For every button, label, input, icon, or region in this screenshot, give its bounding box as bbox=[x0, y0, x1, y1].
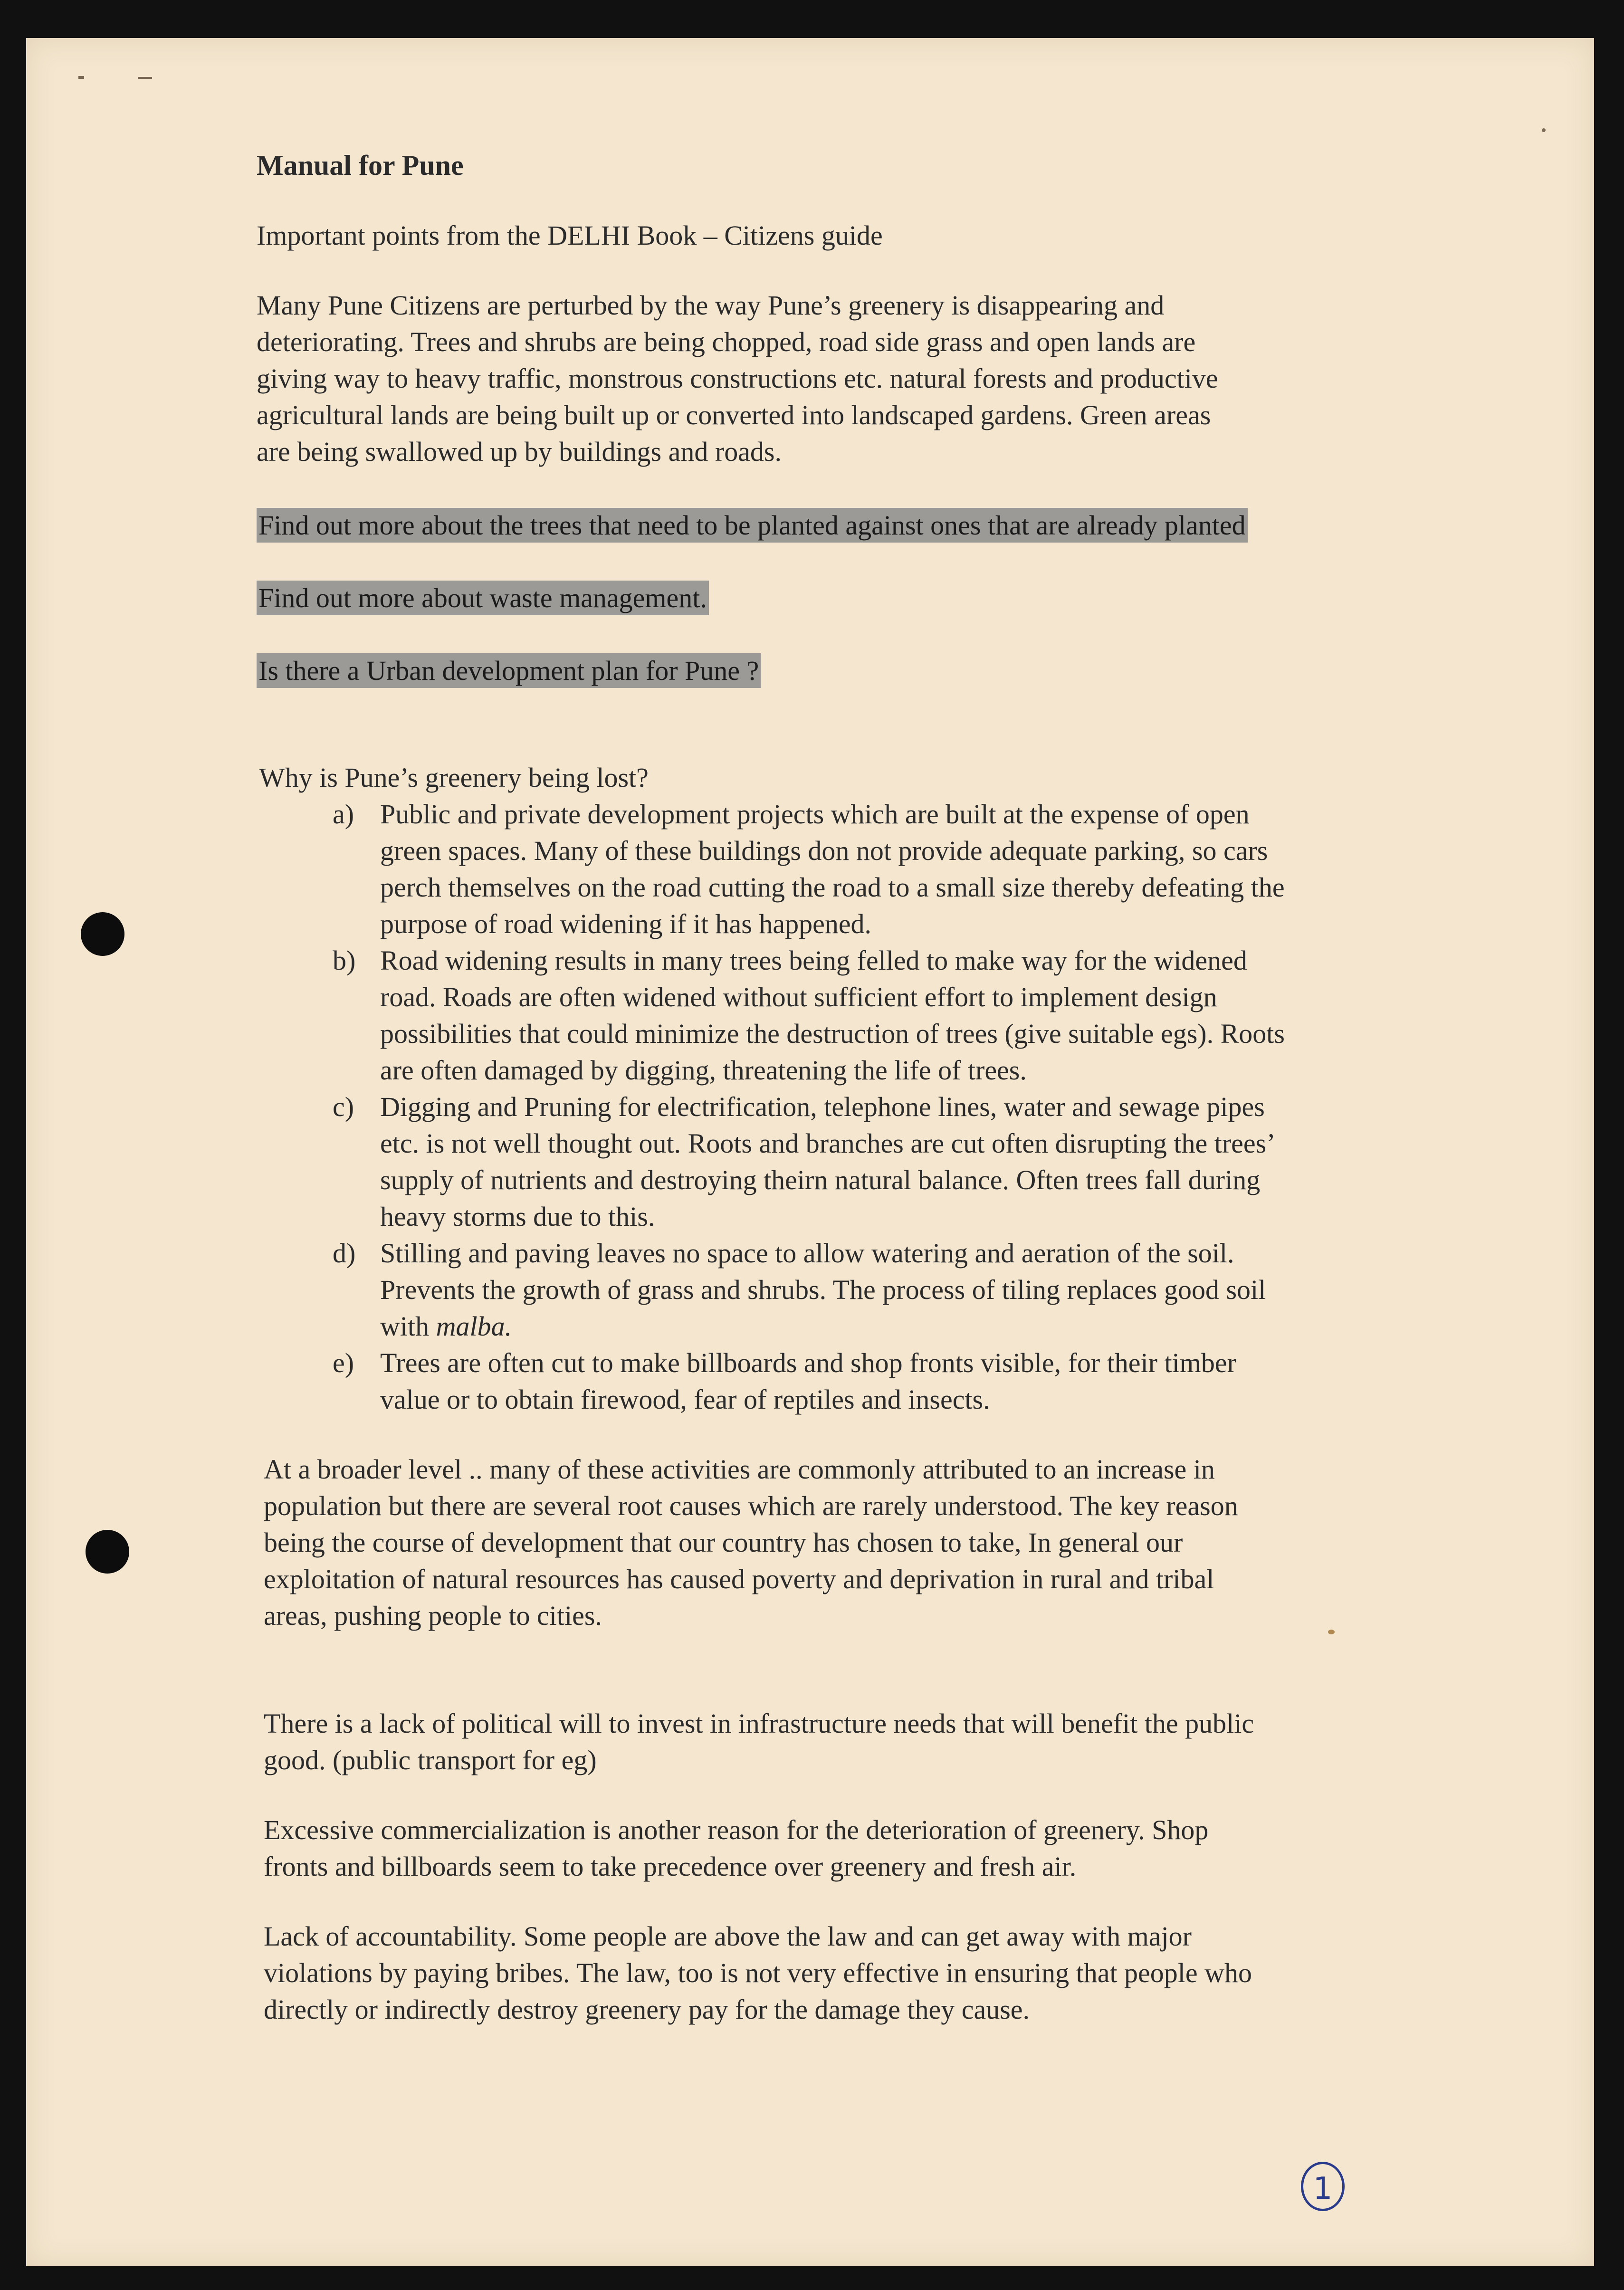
list-item-label: b) bbox=[333, 945, 356, 976]
highlight-line bbox=[257, 507, 1444, 544]
accountability-paragraph bbox=[257, 1918, 1444, 2028]
list-item-label: e) bbox=[333, 1347, 354, 1378]
handwritten-page-number: 1 bbox=[1301, 2162, 1345, 2211]
intro-line: agricultural lands are being built up or converted into landscaped gardens. Green areas bbox=[257, 400, 1211, 430]
why-heading: Why is Pune’s greenery being lost? bbox=[259, 762, 649, 793]
paragraph-line: directly or indirectly destroy greenery pay for the damage they cause. bbox=[264, 1994, 1030, 2025]
commercial-paragraph bbox=[257, 1812, 1444, 1885]
paragraph-line: areas, pushing people to cities. bbox=[264, 1600, 602, 1631]
highlight-line bbox=[257, 580, 1444, 616]
paragraph-line: exploitation of natural resources has caused poverty and deprivation in rural and tribal bbox=[264, 1564, 1214, 1594]
list-item-label: d) bbox=[333, 1238, 356, 1269]
paragraph-line: being the course of development that our country has chosen to take, In general our bbox=[264, 1527, 1183, 1558]
list-item bbox=[333, 942, 1444, 1088]
list-item-line: purpose of road widening if it has happened. bbox=[380, 908, 872, 939]
list-item-line: Trees are often cut to make billboards and shop fronts visible, for their timber bbox=[380, 1347, 1236, 1378]
reasons-list bbox=[257, 796, 1444, 1418]
intro-line: deteriorating. Trees and shrubs are being chopped, road side grass and open lands are bbox=[257, 326, 1196, 357]
intro-line: are being swallowed up by buildings and roads. bbox=[257, 436, 782, 467]
paragraph-line: good. (public transport for eg) bbox=[264, 1745, 597, 1775]
paper-speck bbox=[138, 77, 152, 79]
list-item-line: heavy storms due to this. bbox=[380, 1201, 655, 1232]
list-item-line: road. Roads are often widened without sufficient effort to implement design bbox=[380, 982, 1217, 1012]
list-item-line: perch themselves on the road cutting the road to a small size thereby defeating the bbox=[380, 872, 1285, 903]
intro-line: Many Pune Citizens are perturbed by the way Pune’s greenery is disappearing and bbox=[257, 290, 1165, 321]
punch-hole bbox=[81, 912, 124, 956]
list-item bbox=[333, 1345, 1444, 1418]
list-item-line: Stilling and paving leaves no space to allow watering and aeration of the soil. bbox=[380, 1238, 1234, 1269]
paragraph-line: Excessive commercialization is another reason for the deterioration of greenery. Shop bbox=[264, 1814, 1209, 1845]
paper-speck bbox=[78, 76, 84, 79]
list-item-line-prefix: with bbox=[380, 1311, 436, 1342]
list-item-line: Road widening results in many trees being felled to make way for the widened bbox=[380, 945, 1247, 976]
paragraph-line: There is a lack of political will to invest in infrastructure needs that will benefit the public bbox=[264, 1708, 1254, 1739]
list-item-line: Digging and Pruning for electrification, telephone lines, water and sewage pipes bbox=[380, 1091, 1265, 1122]
paper-speck bbox=[1542, 128, 1546, 132]
list-item-line: etc. is not well thought out. Roots and branches are cut often disrupting the trees’ bbox=[380, 1128, 1276, 1159]
italic-term: malba. bbox=[436, 1311, 512, 1342]
highlighted-note-urban-plan: Is there a Urban development plan for Pune ? bbox=[257, 653, 761, 688]
highlighted-note-trees: Find out more about the trees that need to be planted against ones that are already planted bbox=[257, 508, 1248, 543]
intro-line: giving way to heavy traffic, monstrous constructions etc. natural forests and productive bbox=[257, 363, 1218, 394]
list-item bbox=[333, 1235, 1444, 1345]
list-item bbox=[333, 796, 1444, 942]
list-item-line: possibilities that could minimize the destruction of trees (give suitable egs). Roots bbox=[380, 1018, 1285, 1049]
list-item-line: supply of nutrients and destroying theirn natural balance. Often trees fall during bbox=[380, 1164, 1261, 1195]
paragraph-line: fronts and billboards seem to take precedence over greenery and fresh air. bbox=[264, 1851, 1077, 1882]
paragraph-line: violations by paying bribes. The law, too is not very effective in ensuring that people who bbox=[264, 1957, 1252, 1988]
punch-hole bbox=[86, 1530, 129, 1574]
document-subtitle: Important points from the DELHI Book – Citizens guide bbox=[257, 220, 883, 251]
highlighted-note-waste: Find out more about waste management. bbox=[257, 581, 709, 615]
document-body bbox=[257, 109, 1444, 2028]
document-title: Manual for Pune bbox=[257, 150, 464, 181]
list-item-line: green spaces. Many of these buildings don not provide adequate parking, so cars bbox=[380, 835, 1268, 866]
list-item bbox=[333, 1088, 1444, 1235]
list-item-line: are often damaged by digging, threatening the life of trees. bbox=[380, 1055, 1027, 1086]
list-item-line: Public and private development projects which are built at the expense of open bbox=[380, 799, 1250, 830]
paper-sheet bbox=[26, 38, 1594, 2266]
list-item-line: Prevents the growth of grass and shrubs. The process of tiling replaces good soil bbox=[380, 1274, 1266, 1305]
political-paragraph bbox=[257, 1705, 1444, 1778]
list-item-line: value or to obtain firewood, fear of reptiles and insects. bbox=[380, 1384, 990, 1415]
list-item-line bbox=[380, 1308, 1444, 1345]
paragraph-line: population but there are several root causes which are rarely understood. The key reason bbox=[264, 1490, 1238, 1521]
list-item-label: a) bbox=[333, 799, 354, 830]
broader-paragraph bbox=[257, 1451, 1444, 1634]
paragraph-line: At a broader level .. many of these activities are commonly attributed to an increase in bbox=[264, 1454, 1215, 1485]
paragraph-line: Lack of accountability. Some people are above the law and can get away with major bbox=[264, 1921, 1192, 1952]
list-item-label: c) bbox=[333, 1091, 354, 1122]
highlight-line bbox=[257, 652, 1444, 689]
intro-paragraph bbox=[257, 287, 1444, 470]
